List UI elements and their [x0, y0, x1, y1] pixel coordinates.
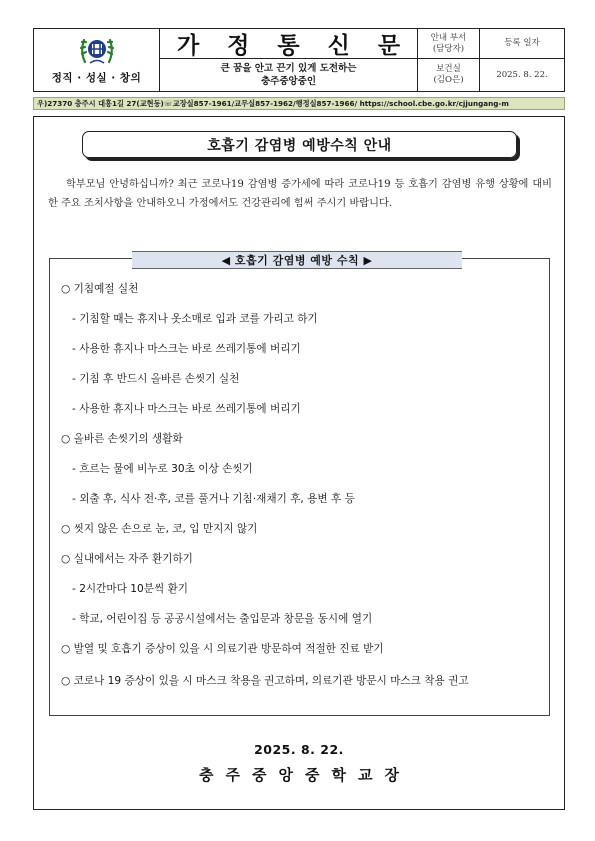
rule-sub-item: - 학교, 어린이집 등 공공시설에서는 출입문과 창문을 동시에 열기 — [72, 613, 373, 625]
rule-main-item: ○ 코로나 19 증상이 있을 시 마스크 착용을 권고하며, 의료기관 방문시 마스크 착용 권고 — [61, 675, 469, 687]
rule-main-item: ○ 씻지 않은 손으로 눈, 코, 입 만지지 않기 — [61, 523, 258, 535]
reg-date-value: 2025. 8. 22. — [496, 69, 548, 80]
slogan-line-2: 충주중앙중인 — [260, 76, 317, 87]
intro-paragraph: 학부모님 안녕하십니까? 최근 코로나19 감염병 증가세에 따라 코로나19 등 호흡기 감염병 유행 상황에 대비한 주요 조치사항을 안내하오니 가정에서도 건강관리에 힘써 주시기 바랍니다. — [48, 179, 552, 209]
rule-main-item: ○ 발열 및 호흡기 증상이 있을 시 의료기관 방문하여 적절한 진료 받기 — [61, 643, 384, 655]
rule-main-item: ○ 올바른 손씻기의 생활화 — [61, 433, 183, 445]
newsletter-title: 가 정 통 신 문 — [160, 29, 417, 59]
dept-value: 보건실 — [436, 64, 461, 74]
rule-sub-item: - 2시간마다 10분씩 환기 — [72, 583, 189, 595]
issue-date: 2025. 8. 22. — [254, 742, 344, 757]
rule-sub-item: - 흐르는 물에 비누로 30초 이상 손씻기 — [72, 463, 253, 475]
rule-sub-item: - 사용한 휴지나 마스크는 바로 쓰레기통에 버리기 — [72, 403, 301, 415]
dept-label: 안내 부서 — [430, 32, 467, 43]
prevention-rules-box — [49, 254, 550, 716]
document-title: 호흡기 감염병 예방수칙 안내 — [82, 131, 517, 158]
school-motto: 정직 · 성실 · 창의 — [51, 72, 142, 84]
slogan-line-1: 큰 꿈을 안고 끈기 있게 도전하는 — [220, 63, 357, 74]
school-emblem-icon — [77, 32, 117, 66]
dept-label-cell — [418, 29, 480, 59]
rule-sub-item: - 외출 후, 식사 전·후, 코를 풀거나 기침·재채기 후, 용변 후 등 — [72, 493, 355, 505]
rule-main-item: ○ 기침예절 실천 — [61, 283, 139, 295]
dept-value-cell — [418, 59, 480, 91]
rule-main-item: ○ 실내에서는 자주 환기하기 — [61, 553, 193, 565]
dept-label-2: (담당자) — [432, 43, 465, 54]
school-slogan — [160, 59, 417, 91]
main-content-box — [33, 116, 565, 810]
rule-sub-item: - 기침 후 반드시 올바른 손씻기 실천 — [72, 373, 240, 385]
rules-list — [61, 282, 541, 690]
school-address-bar: 우)27370 충주시 대흥1길 27(교현동)☏교장실857-1961/교무실857-1962/행정실857-1966/ https://school.cbe.go.kr/cjjungang-m — [33, 97, 565, 110]
rules-heading: ◀ 호흡기 감염병 예방 수칙 ▶ — [132, 251, 462, 269]
school-logo-cell — [34, 29, 160, 91]
newsletter-header — [33, 28, 565, 92]
meta-table — [418, 29, 564, 91]
rule-sub-item: - 사용한 휴지나 마스크는 바로 쓰레기통에 버리기 — [72, 343, 301, 355]
rule-sub-item: - 기침할 때는 휴지나 옷소매로 입과 코를 가리고 하기 — [72, 313, 318, 325]
principal-signature: 충주중앙중학교장 — [199, 766, 411, 784]
dept-person: (김O은) — [433, 75, 464, 85]
reg-date-label: 등록 일자 — [480, 29, 564, 59]
